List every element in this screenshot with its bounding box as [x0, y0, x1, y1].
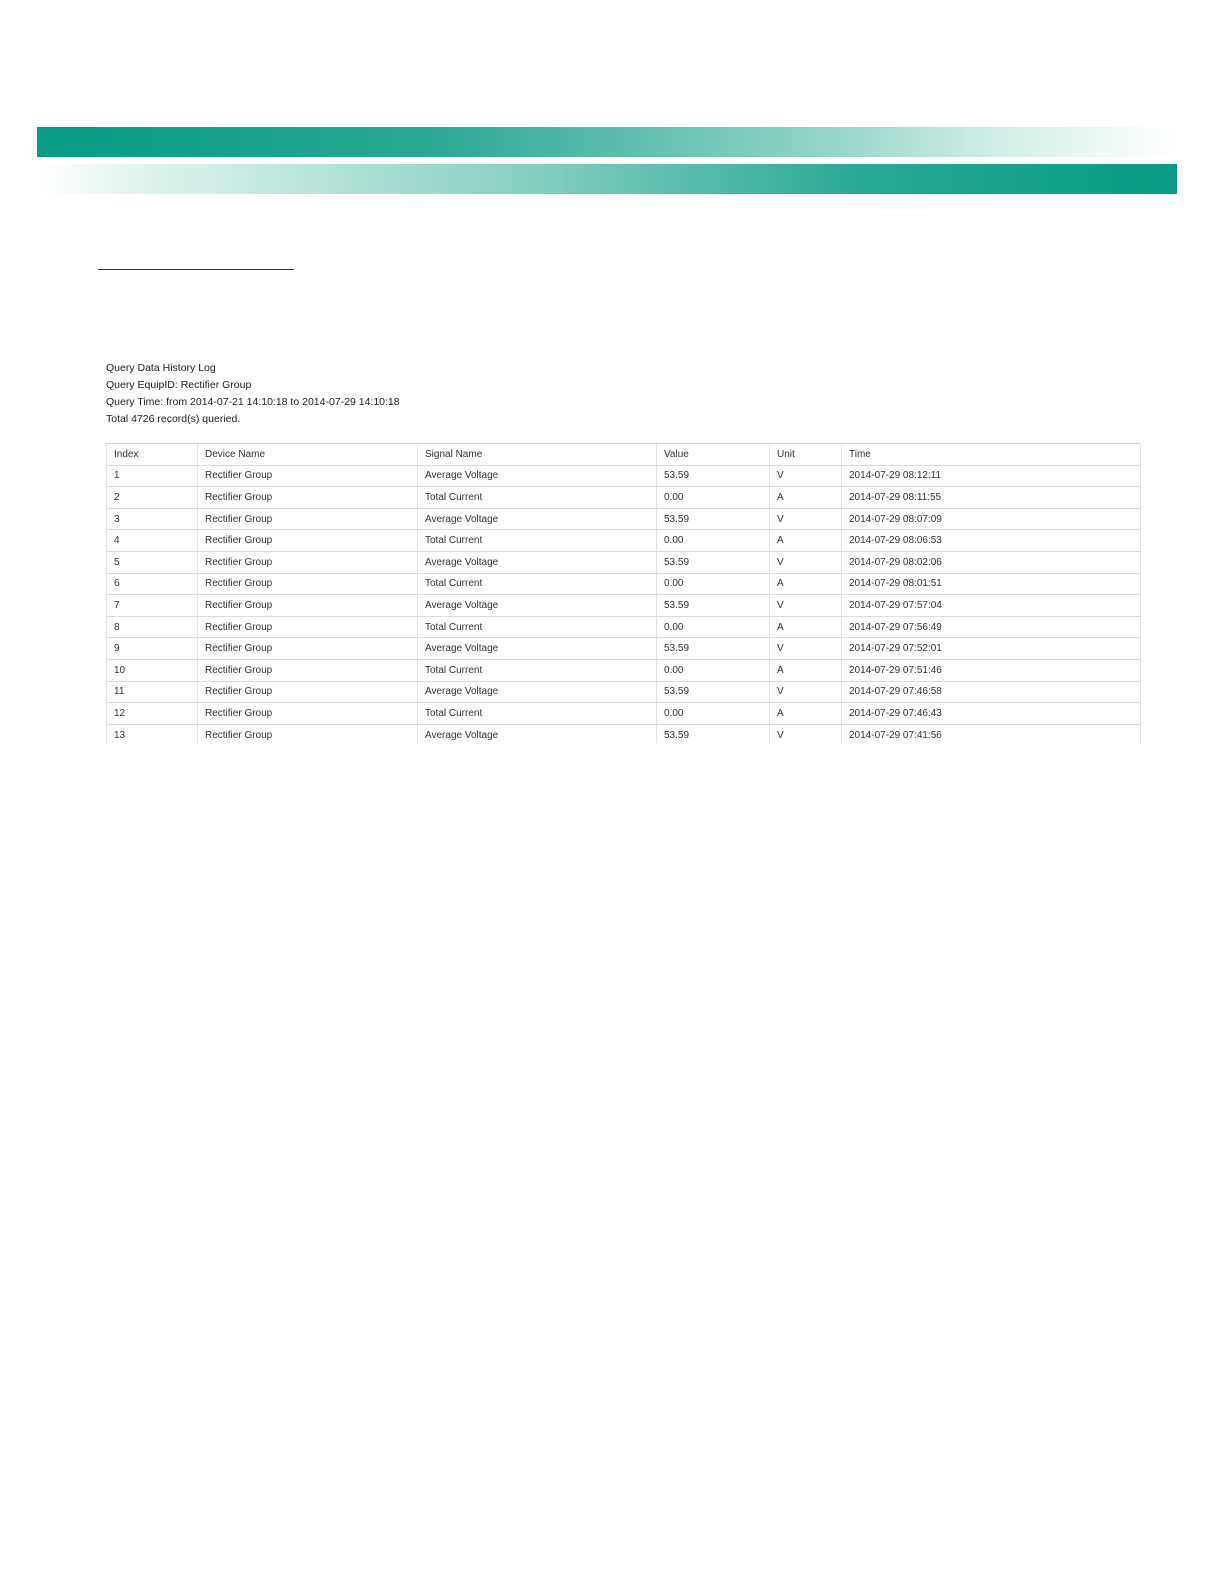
table-body [107, 465, 1141, 743]
history-log-table [106, 443, 1141, 743]
cell-time: 2014-07-29 07:41:56 [842, 724, 1141, 743]
column-header-unit[interactable]: Unit [770, 444, 842, 466]
cell-device-name: Rectifier Group [198, 573, 418, 595]
cell-device-name: Rectifier Group [198, 508, 418, 530]
cell-device-name: Rectifier Group [198, 616, 418, 638]
cell-index: 6 [107, 573, 198, 595]
cell-index: 13 [107, 724, 198, 743]
cell-unit: V [770, 681, 842, 703]
cell-signal-name: Average Voltage [418, 508, 657, 530]
cell-device-name: Rectifier Group [198, 595, 418, 617]
cell-index: 7 [107, 595, 198, 617]
cell-unit: A [770, 659, 842, 681]
cell-signal-name: Average Voltage [418, 638, 657, 660]
cell-signal-name: Average Voltage [418, 595, 657, 617]
table-row[interactable] [107, 659, 1141, 681]
table-row[interactable] [107, 530, 1141, 552]
cell-signal-name: Total Current [418, 659, 657, 681]
cell-time: 2014-07-29 08:12:11 [842, 465, 1141, 487]
table-row[interactable] [107, 487, 1141, 509]
table-row[interactable] [107, 703, 1141, 725]
cell-time: 2014-07-29 07:51:46 [842, 659, 1141, 681]
cell-unit: V [770, 465, 842, 487]
cell-unit: V [770, 508, 842, 530]
cell-device-name: Rectifier Group [198, 638, 418, 660]
query-time-range: Query Time: from 2014-07-21 14:10:18 to 2014-07-29 14:10:18 [106, 396, 400, 408]
cell-value: 53.59 [657, 638, 770, 660]
cell-unit: V [770, 551, 842, 573]
table-row[interactable] [107, 616, 1141, 638]
cell-index: 5 [107, 551, 198, 573]
cell-index: 1 [107, 465, 198, 487]
table-header-row [107, 444, 1141, 466]
cell-unit: V [770, 724, 842, 743]
cell-time: 2014-07-29 07:57:04 [842, 595, 1141, 617]
cell-signal-name: Total Current [418, 487, 657, 509]
cell-unit: A [770, 487, 842, 509]
cell-unit: V [770, 595, 842, 617]
cell-value: 53.59 [657, 595, 770, 617]
cell-value: 0.00 [657, 530, 770, 552]
cell-time: 2014-07-29 08:06:53 [842, 530, 1141, 552]
column-header-device-name[interactable]: Device Name [198, 444, 418, 466]
cell-index: 2 [107, 487, 198, 509]
cell-time: 2014-07-29 08:01:51 [842, 573, 1141, 595]
cell-index: 8 [107, 616, 198, 638]
cell-value: 53.59 [657, 724, 770, 743]
cell-unit: A [770, 616, 842, 638]
cell-signal-name: Average Voltage [418, 681, 657, 703]
cell-device-name: Rectifier Group [198, 487, 418, 509]
cell-index: 10 [107, 659, 198, 681]
table-row[interactable] [107, 595, 1141, 617]
query-total-records: Total 4726 record(s) queried. [106, 413, 241, 425]
cell-time: 2014-07-29 08:02:06 [842, 551, 1141, 573]
cell-signal-name: Average Voltage [418, 724, 657, 743]
cell-unit: V [770, 638, 842, 660]
cell-time: 2014-07-29 08:07:09 [842, 508, 1141, 530]
cell-signal-name: Total Current [418, 703, 657, 725]
cell-device-name: Rectifier Group [198, 551, 418, 573]
cell-device-name: Rectifier Group [198, 530, 418, 552]
cell-value: 0.00 [657, 616, 770, 638]
cell-device-name: Rectifier Group [198, 681, 418, 703]
table-row[interactable] [107, 551, 1141, 573]
table-row[interactable] [107, 508, 1141, 530]
cell-unit: A [770, 573, 842, 595]
cell-index: 9 [107, 638, 198, 660]
column-header-signal-name[interactable]: Signal Name [418, 444, 657, 466]
cell-value: 53.59 [657, 508, 770, 530]
table-viewport[interactable] [0, 0, 1224, 743]
cell-time: 2014-07-29 07:56:49 [842, 616, 1141, 638]
cell-signal-name: Average Voltage [418, 551, 657, 573]
table-row[interactable] [107, 573, 1141, 595]
cell-index: 4 [107, 530, 198, 552]
cell-device-name: Rectifier Group [198, 465, 418, 487]
table-row[interactable] [107, 465, 1141, 487]
cell-device-name: Rectifier Group [198, 703, 418, 725]
cell-index: 11 [107, 681, 198, 703]
table-row[interactable] [107, 638, 1141, 660]
cell-value: 53.59 [657, 465, 770, 487]
cell-time: 2014-07-29 07:46:58 [842, 681, 1141, 703]
cell-index: 12 [107, 703, 198, 725]
cell-value: 0.00 [657, 573, 770, 595]
cell-time: 2014-07-29 07:46:43 [842, 703, 1141, 725]
cell-signal-name: Total Current [418, 530, 657, 552]
table-row[interactable] [107, 681, 1141, 703]
query-equip-id: Query EquipID: Rectifier Group [106, 379, 252, 391]
cell-unit: A [770, 530, 842, 552]
cell-device-name: Rectifier Group [198, 659, 418, 681]
cell-value: 53.59 [657, 681, 770, 703]
cell-signal-name: Average Voltage [418, 465, 657, 487]
cell-value: 0.00 [657, 703, 770, 725]
cell-signal-name: Total Current [418, 616, 657, 638]
column-header-value[interactable]: Value [657, 444, 770, 466]
cell-signal-name: Total Current [418, 573, 657, 595]
cell-value: 0.00 [657, 659, 770, 681]
cell-device-name: Rectifier Group [198, 724, 418, 743]
query-title: Query Data History Log [106, 362, 216, 374]
cell-index: 3 [107, 508, 198, 530]
cell-unit: A [770, 703, 842, 725]
table-row[interactable] [107, 724, 1141, 743]
column-header-index[interactable]: Index [107, 444, 198, 466]
cell-time: 2014-07-29 08:11:55 [842, 487, 1141, 509]
cell-time: 2014-07-29 07:52:01 [842, 638, 1141, 660]
cell-value: 53.59 [657, 551, 770, 573]
cell-value: 0.00 [657, 487, 770, 509]
column-header-time[interactable]: Time [842, 444, 1141, 466]
